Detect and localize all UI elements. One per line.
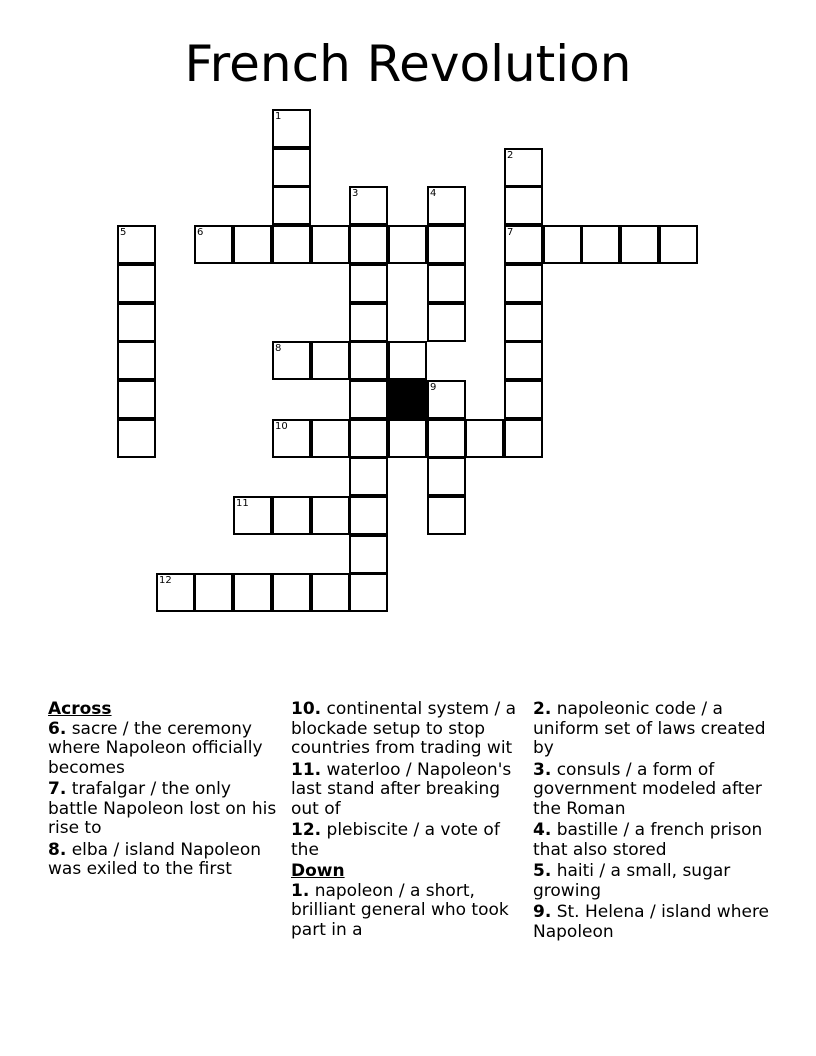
grid-cell[interactable]	[117, 264, 156, 303]
grid-cell[interactable]	[272, 419, 311, 458]
grid-cell[interactable]	[427, 496, 466, 535]
grid-cell[interactable]	[388, 225, 427, 264]
grid-cell[interactable]	[388, 419, 427, 458]
grid-cell[interactable]	[272, 148, 311, 187]
cell-number: 11	[236, 498, 249, 509]
grid-cell[interactable]	[272, 109, 311, 148]
across-clue-10: 10. continental system / a blockade setup to stop countries from trading wit	[291, 699, 517, 758]
grid-cell[interactable]	[311, 341, 350, 380]
down-clue-1: 1. napoleon / a short, brilliant general who took part in a	[291, 880, 509, 940]
grid-cell[interactable]	[272, 573, 311, 612]
grid-cell[interactable]	[233, 573, 272, 612]
grid-cell[interactable]	[194, 225, 233, 264]
grid-cell[interactable]	[311, 573, 350, 612]
grid-cell[interactable]	[427, 380, 466, 419]
cell-number: 9	[430, 382, 437, 393]
grid-cell[interactable]	[427, 457, 466, 496]
down-heading: Down	[291, 861, 345, 881]
grid-cell[interactable]	[349, 264, 388, 303]
cell-number: 3	[352, 188, 359, 199]
down-clue-9: 9. St. Helena / island where Napoleon	[533, 902, 770, 942]
grid-cell[interactable]	[504, 264, 543, 303]
grid-cell[interactable]	[504, 380, 543, 419]
cell-number: 6	[197, 227, 204, 238]
clues-section	[0, 700, 816, 1000]
grid-cell[interactable]	[117, 419, 156, 458]
down-clue-5: 5. haiti / a small, sugar growing	[533, 861, 731, 901]
grid-cell[interactable]	[349, 457, 388, 496]
grid-cell[interactable]	[272, 341, 311, 380]
across-clue-11: 11. waterloo / Napoleon's last stand after breaking out of	[291, 759, 512, 819]
grid-cell[interactable]	[233, 225, 272, 264]
cell-number: 12	[159, 575, 172, 586]
grid-cell[interactable]	[349, 535, 388, 574]
grid-cell[interactable]	[117, 380, 156, 419]
clue-column-2	[291, 700, 529, 942]
clue-column-3	[533, 700, 771, 944]
grid-cell[interactable]	[427, 419, 466, 458]
grid-cell[interactable]	[349, 380, 388, 419]
grid-cell[interactable]	[272, 225, 311, 264]
grid-cell[interactable]	[349, 186, 388, 225]
grid-cell[interactable]	[543, 225, 582, 264]
grid-cell[interactable]	[272, 496, 311, 535]
cell-number: 8	[275, 343, 282, 354]
cell-number: 5	[120, 227, 127, 238]
grid-cell[interactable]	[349, 496, 388, 535]
cell-number: 1	[275, 111, 282, 122]
grid-cell[interactable]	[311, 496, 350, 535]
down-clue-4: 4. bastille / a french prison that also stored	[533, 820, 763, 860]
grid-cell[interactable]	[659, 225, 698, 264]
grid-cell[interactable]	[117, 225, 156, 264]
grid-cell[interactable]	[504, 419, 543, 458]
grid-cell[interactable]	[272, 186, 311, 225]
grid-cell[interactable]	[194, 573, 233, 612]
grid-cell[interactable]	[620, 225, 659, 264]
grid-cell[interactable]	[233, 496, 272, 535]
across-clue-12: 12. plebiscite / a vote of the	[291, 820, 500, 860]
clue-column-1	[48, 700, 286, 882]
grid-cell[interactable]	[427, 303, 466, 342]
grid-cell[interactable]	[311, 225, 350, 264]
cell-number: 10	[275, 421, 288, 432]
grid-cell[interactable]	[465, 419, 504, 458]
black-cell	[388, 380, 427, 419]
cell-number: 7	[507, 227, 514, 238]
across-heading: Across	[48, 699, 112, 719]
grid-cell[interactable]	[504, 186, 543, 225]
grid-cell[interactable]	[504, 341, 543, 380]
cell-number: 4	[430, 188, 437, 199]
grid-cell[interactable]	[388, 341, 427, 380]
grid-cell[interactable]	[349, 341, 388, 380]
grid-cell[interactable]	[117, 303, 156, 342]
grid-cell[interactable]	[427, 186, 466, 225]
grid-cell[interactable]	[349, 573, 388, 612]
grid-cell[interactable]	[427, 264, 466, 303]
cell-number: 2	[507, 150, 514, 161]
grid-cell[interactable]	[504, 148, 543, 187]
grid-cell[interactable]	[349, 303, 388, 342]
across-clue-7: 7. trafalgar / the only battle Napoleon lost on his rise to	[48, 779, 277, 838]
grid-cell[interactable]	[156, 573, 195, 612]
grid-cell[interactable]	[504, 225, 543, 264]
across-clue-8: 8. elba / island Napoleon was exiled to the first	[48, 839, 262, 879]
grid-cell[interactable]	[349, 225, 388, 264]
grid-cell[interactable]	[311, 419, 350, 458]
down-clue-3: 3. consuls / a form of government modeled after the Roman	[533, 759, 762, 819]
grid-cell[interactable]	[349, 419, 388, 458]
across-clue-6: 6. sacre / the ceremony where Napoleon officially becomes	[48, 718, 263, 778]
grid-cell[interactable]	[581, 225, 620, 264]
grid-cell[interactable]	[117, 341, 156, 380]
grid-cell[interactable]	[504, 303, 543, 342]
down-clue-2: 2. napoleonic code / a uniform set of laws created by	[533, 699, 766, 758]
grid-cell[interactable]	[427, 225, 466, 264]
page-title: French Revolution	[184, 35, 632, 93]
